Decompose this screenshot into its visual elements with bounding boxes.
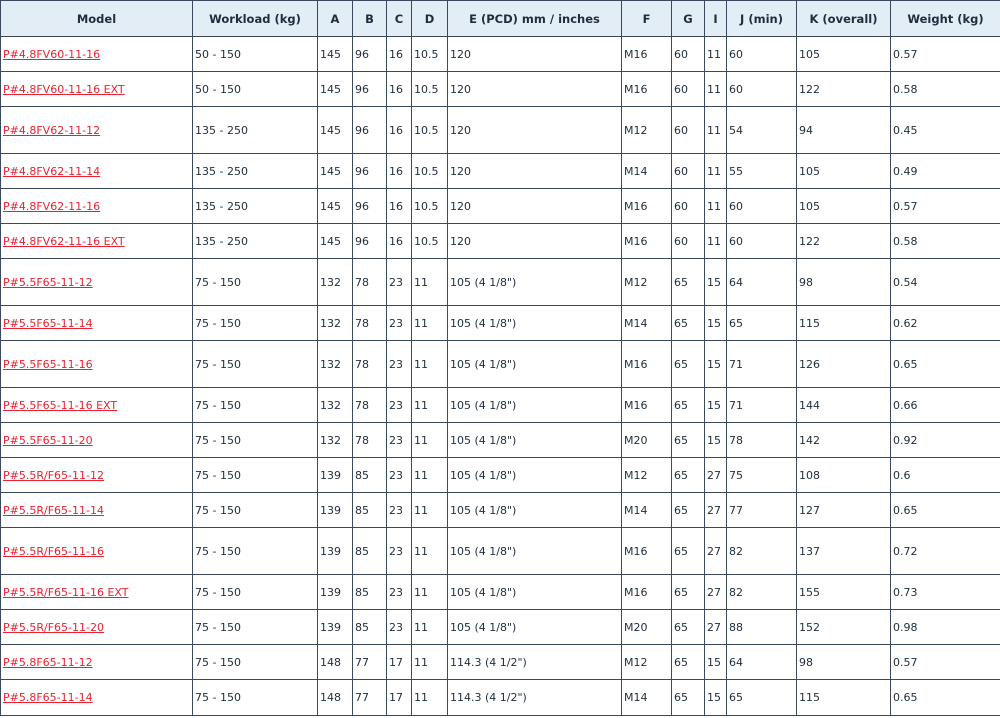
header-model: Model [1,1,193,37]
cell-d: 10.5 [412,37,448,72]
cell-g: 65 [672,341,705,388]
table-row [1,388,1000,423]
cell-f: M16 [622,189,672,224]
cell-j-min: 75 [727,458,797,493]
cell-g: 65 [672,458,705,493]
cell-model [1,37,193,72]
cell-e-pcd: 120 [448,224,622,259]
cell-a: 139 [318,528,353,575]
header-workload: Workload (kg) [193,1,318,37]
cell-d: 11 [412,259,448,306]
cell-b: 77 [353,645,387,680]
cell-e-pcd: 105 (4 1/8") [448,388,622,423]
cell-f: M16 [622,37,672,72]
table-row [1,458,1000,493]
cell-k-overall: 152 [797,610,891,645]
cell-d: 11 [412,493,448,528]
cell-d: 11 [412,680,448,716]
cell-j-min: 60 [727,189,797,224]
cell-d: 11 [412,610,448,645]
cell-b: 96 [353,37,387,72]
cell-e-pcd: 105 (4 1/8") [448,493,622,528]
cell-b: 78 [353,423,387,458]
cell-e-pcd: 105 (4 1/8") [448,341,622,388]
model-link[interactable]: P#5.5F65-11-12 [3,275,93,289]
table-row [1,72,1000,107]
cell-k-overall: 155 [797,575,891,610]
cell-c: 23 [387,493,412,528]
cell-j-min: 60 [727,37,797,72]
table-row [1,528,1000,575]
cell-model [1,493,193,528]
model-link[interactable]: P#5.5F65-11-16 [3,357,93,371]
cell-e-pcd: 105 (4 1/8") [448,458,622,493]
table-row [1,610,1000,645]
cell-d: 10.5 [412,224,448,259]
cell-model [1,341,193,388]
cell-j-min: 71 [727,388,797,423]
cell-i: 11 [705,224,727,259]
cell-b: 96 [353,189,387,224]
cell-model [1,645,193,680]
cell-a: 139 [318,575,353,610]
cell-g: 60 [672,154,705,189]
cell-j-min: 82 [727,575,797,610]
cell-model [1,72,193,107]
cell-weight: 0.65 [891,341,1000,388]
table-row [1,645,1000,680]
header-c: C [387,1,412,37]
cell-c: 16 [387,37,412,72]
cell-d: 11 [412,528,448,575]
table-row [1,575,1000,610]
cell-d: 11 [412,458,448,493]
table-row [1,37,1000,72]
cell-c: 23 [387,458,412,493]
cell-model [1,610,193,645]
cell-e-pcd: 114.3 (4 1/2") [448,645,622,680]
cell-j-min: 71 [727,341,797,388]
cell-weight: 0.65 [891,493,1000,528]
cell-b: 78 [353,388,387,423]
header-i: I [705,1,727,37]
cell-c: 16 [387,224,412,259]
header-e-pcd: E (PCD) mm / inches [448,1,622,37]
cell-b: 85 [353,610,387,645]
cell-i: 15 [705,306,727,341]
cell-workload: 50 - 150 [193,72,318,107]
cell-f: M14 [622,493,672,528]
cell-e-pcd: 105 (4 1/8") [448,259,622,306]
model-link[interactable]: P#5.5F65-11-20 [3,433,93,447]
cell-j-min: 64 [727,645,797,680]
cell-model [1,423,193,458]
cell-i: 15 [705,423,727,458]
cell-c: 23 [387,610,412,645]
cell-j-min: 60 [727,72,797,107]
cell-k-overall: 108 [797,458,891,493]
cell-k-overall: 142 [797,423,891,458]
table-row [1,680,1000,716]
cell-g: 60 [672,72,705,107]
cell-i: 15 [705,341,727,388]
table-row [1,224,1000,259]
cell-i: 15 [705,388,727,423]
cell-workload: 50 - 150 [193,37,318,72]
cell-b: 96 [353,154,387,189]
cell-i: 11 [705,154,727,189]
cell-a: 139 [318,610,353,645]
cell-j-min: 65 [727,306,797,341]
cell-c: 16 [387,154,412,189]
cell-b: 96 [353,224,387,259]
cell-j-min: 55 [727,154,797,189]
cell-c: 23 [387,423,412,458]
cell-d: 11 [412,306,448,341]
cell-model [1,189,193,224]
cell-model [1,107,193,154]
cell-i: 11 [705,107,727,154]
cell-f: M14 [622,154,672,189]
cell-c: 23 [387,528,412,575]
cell-f: M16 [622,575,672,610]
model-link[interactable]: P#4.8FV62-11-16 [3,199,101,213]
cell-f: M12 [622,458,672,493]
model-link[interactable]: P#4.8FV62-11-12 [3,123,101,137]
cell-g: 65 [672,388,705,423]
cell-g: 65 [672,528,705,575]
cell-a: 145 [318,37,353,72]
cell-b: 85 [353,528,387,575]
cell-i: 27 [705,575,727,610]
cell-d: 11 [412,423,448,458]
cell-a: 148 [318,680,353,716]
model-link[interactable]: P#5.5R/F65-11-20 [3,620,104,634]
cell-i: 15 [705,259,727,306]
cell-a: 145 [318,107,353,154]
cell-weight: 0.6 [891,458,1000,493]
cell-j-min: 82 [727,528,797,575]
cell-e-pcd: 105 (4 1/8") [448,528,622,575]
cell-d: 11 [412,575,448,610]
cell-workload: 75 - 150 [193,680,318,716]
table-row [1,189,1000,224]
model-link[interactable]: P#4.8FV60-11-16 [3,47,101,61]
cell-workload: 135 - 250 [193,189,318,224]
cell-weight: 0.57 [891,37,1000,72]
cell-a: 132 [318,259,353,306]
cell-d: 11 [412,341,448,388]
cell-k-overall: 126 [797,341,891,388]
cell-e-pcd: 120 [448,72,622,107]
cell-f: M12 [622,107,672,154]
cell-a: 148 [318,645,353,680]
cell-e-pcd: 105 (4 1/8") [448,610,622,645]
cell-a: 145 [318,72,353,107]
cell-weight: 0.92 [891,423,1000,458]
cell-c: 16 [387,107,412,154]
cell-e-pcd: 105 (4 1/8") [448,423,622,458]
cell-j-min: 78 [727,423,797,458]
cell-workload: 75 - 150 [193,423,318,458]
cell-workload: 75 - 150 [193,306,318,341]
cell-d: 10.5 [412,154,448,189]
cell-g: 60 [672,224,705,259]
header-a: A [318,1,353,37]
cell-model [1,306,193,341]
cell-k-overall: 127 [797,493,891,528]
table-row [1,493,1000,528]
cell-g: 65 [672,645,705,680]
cell-k-overall: 137 [797,528,891,575]
cell-f: M16 [622,528,672,575]
cell-g: 60 [672,189,705,224]
table-row [1,107,1000,154]
model-link[interactable]: P#5.5F65-11-14 [3,316,93,330]
cell-k-overall: 122 [797,72,891,107]
cell-model [1,528,193,575]
cell-c: 23 [387,388,412,423]
model-link[interactable]: P#5.5F65-11-16 EXT [3,398,118,412]
cell-workload: 75 - 150 [193,388,318,423]
cell-weight: 0.45 [891,107,1000,154]
cell-a: 145 [318,154,353,189]
model-link[interactable]: P#4.8FV62-11-14 [3,164,101,178]
cell-a: 132 [318,388,353,423]
cell-c: 23 [387,306,412,341]
cell-weight: 0.73 [891,575,1000,610]
cell-i: 11 [705,72,727,107]
cell-workload: 135 - 250 [193,154,318,189]
header-b: B [353,1,387,37]
cell-weight: 0.72 [891,528,1000,575]
cell-j-min: 60 [727,224,797,259]
table-header-row [1,1,1000,37]
cell-weight: 0.49 [891,154,1000,189]
cell-a: 139 [318,458,353,493]
cell-workload: 75 - 150 [193,341,318,388]
cell-g: 65 [672,610,705,645]
cell-c: 17 [387,680,412,716]
cell-model [1,388,193,423]
cell-j-min: 65 [727,680,797,716]
cell-workload: 135 - 250 [193,224,318,259]
cell-i: 15 [705,680,727,716]
cell-e-pcd: 105 (4 1/8") [448,306,622,341]
cell-i: 27 [705,458,727,493]
cell-f: M14 [622,306,672,341]
cell-i: 11 [705,37,727,72]
cell-k-overall: 105 [797,154,891,189]
cell-workload: 75 - 150 [193,259,318,306]
cell-b: 78 [353,306,387,341]
cell-b: 96 [353,72,387,107]
cell-model [1,154,193,189]
cell-f: M12 [622,259,672,306]
cell-j-min: 77 [727,493,797,528]
cell-e-pcd: 120 [448,154,622,189]
cell-f: M16 [622,72,672,107]
cell-g: 60 [672,107,705,154]
cell-d: 11 [412,645,448,680]
cell-i: 11 [705,189,727,224]
cell-e-pcd: 105 (4 1/8") [448,575,622,610]
cell-weight: 0.62 [891,306,1000,341]
cell-c: 23 [387,341,412,388]
cell-workload: 135 - 250 [193,107,318,154]
cell-a: 145 [318,189,353,224]
cell-a: 132 [318,341,353,388]
cell-weight: 0.57 [891,645,1000,680]
table-body [1,37,1000,716]
cell-model [1,680,193,716]
table-row [1,306,1000,341]
cell-i: 27 [705,493,727,528]
cell-weight: 0.58 [891,72,1000,107]
cell-g: 60 [672,37,705,72]
cell-b: 85 [353,575,387,610]
cell-workload: 75 - 150 [193,528,318,575]
cell-k-overall: 98 [797,645,891,680]
cell-b: 77 [353,680,387,716]
cell-c: 23 [387,575,412,610]
cell-b: 85 [353,458,387,493]
cell-b: 85 [353,493,387,528]
cell-c: 16 [387,189,412,224]
cell-j-min: 64 [727,259,797,306]
cell-a: 132 [318,306,353,341]
cell-k-overall: 105 [797,37,891,72]
cell-model [1,458,193,493]
cell-f: M16 [622,341,672,388]
cell-f: M20 [622,423,672,458]
cell-f: M16 [622,388,672,423]
model-link[interactable]: P#4.8FV62-11-16 EXT [3,234,125,248]
model-link[interactable]: P#5.5R/F65-11-16 [3,544,104,558]
cell-k-overall: 115 [797,306,891,341]
cell-model [1,259,193,306]
table-row [1,154,1000,189]
cell-weight: 0.66 [891,388,1000,423]
cell-d: 11 [412,388,448,423]
header-f: F [622,1,672,37]
cell-i: 27 [705,528,727,575]
cell-g: 65 [672,680,705,716]
cell-k-overall: 94 [797,107,891,154]
cell-a: 132 [318,423,353,458]
header-g: G [672,1,705,37]
cell-k-overall: 144 [797,388,891,423]
cell-model [1,575,193,610]
cell-b: 78 [353,341,387,388]
cell-i: 27 [705,610,727,645]
cell-workload: 75 - 150 [193,645,318,680]
cell-f: M14 [622,680,672,716]
table-row [1,423,1000,458]
cell-i: 15 [705,645,727,680]
cell-c: 23 [387,259,412,306]
cell-f: M12 [622,645,672,680]
cell-k-overall: 98 [797,259,891,306]
header-j-min: J (min) [727,1,797,37]
cell-model [1,224,193,259]
cell-k-overall: 122 [797,224,891,259]
cell-g: 65 [672,423,705,458]
cell-weight: 0.58 [891,224,1000,259]
cell-d: 10.5 [412,72,448,107]
model-link[interactable]: P#4.8FV60-11-16 EXT [3,82,125,96]
table-row [1,341,1000,388]
cell-g: 65 [672,259,705,306]
cell-weight: 0.57 [891,189,1000,224]
cell-workload: 75 - 150 [193,610,318,645]
cell-weight: 0.98 [891,610,1000,645]
cell-g: 65 [672,575,705,610]
cell-f: M16 [622,224,672,259]
cell-g: 65 [672,306,705,341]
cell-a: 145 [318,224,353,259]
cell-e-pcd: 114.3 (4 1/2") [448,680,622,716]
cell-f: M20 [622,610,672,645]
cell-b: 78 [353,259,387,306]
cell-e-pcd: 120 [448,37,622,72]
model-link[interactable]: P#5.5R/F65-11-12 [3,468,104,482]
cell-workload: 75 - 150 [193,493,318,528]
table-row [1,259,1000,306]
cell-k-overall: 115 [797,680,891,716]
cell-d: 10.5 [412,189,448,224]
header-d: D [412,1,448,37]
cell-d: 10.5 [412,107,448,154]
cell-b: 96 [353,107,387,154]
model-link[interactable]: P#5.5R/F65-11-14 [3,503,104,517]
model-link[interactable]: P#5.8F65-11-14 [3,691,93,704]
cell-e-pcd: 120 [448,107,622,154]
cell-c: 17 [387,645,412,680]
cell-c: 16 [387,72,412,107]
cell-k-overall: 105 [797,189,891,224]
cell-weight: 0.54 [891,259,1000,306]
cell-workload: 75 - 150 [193,458,318,493]
cell-workload: 75 - 150 [193,575,318,610]
cell-g: 65 [672,493,705,528]
model-link[interactable]: P#5.5R/F65-11-16 EXT [3,585,129,599]
header-k-overall: K (overall) [797,1,891,37]
header-weight: Weight (kg) [891,1,1000,37]
cell-j-min: 88 [727,610,797,645]
cell-j-min: 54 [727,107,797,154]
cell-a: 139 [318,493,353,528]
model-link[interactable]: P#5.8F65-11-12 [3,655,93,669]
cell-weight: 0.65 [891,680,1000,716]
cell-e-pcd: 120 [448,189,622,224]
